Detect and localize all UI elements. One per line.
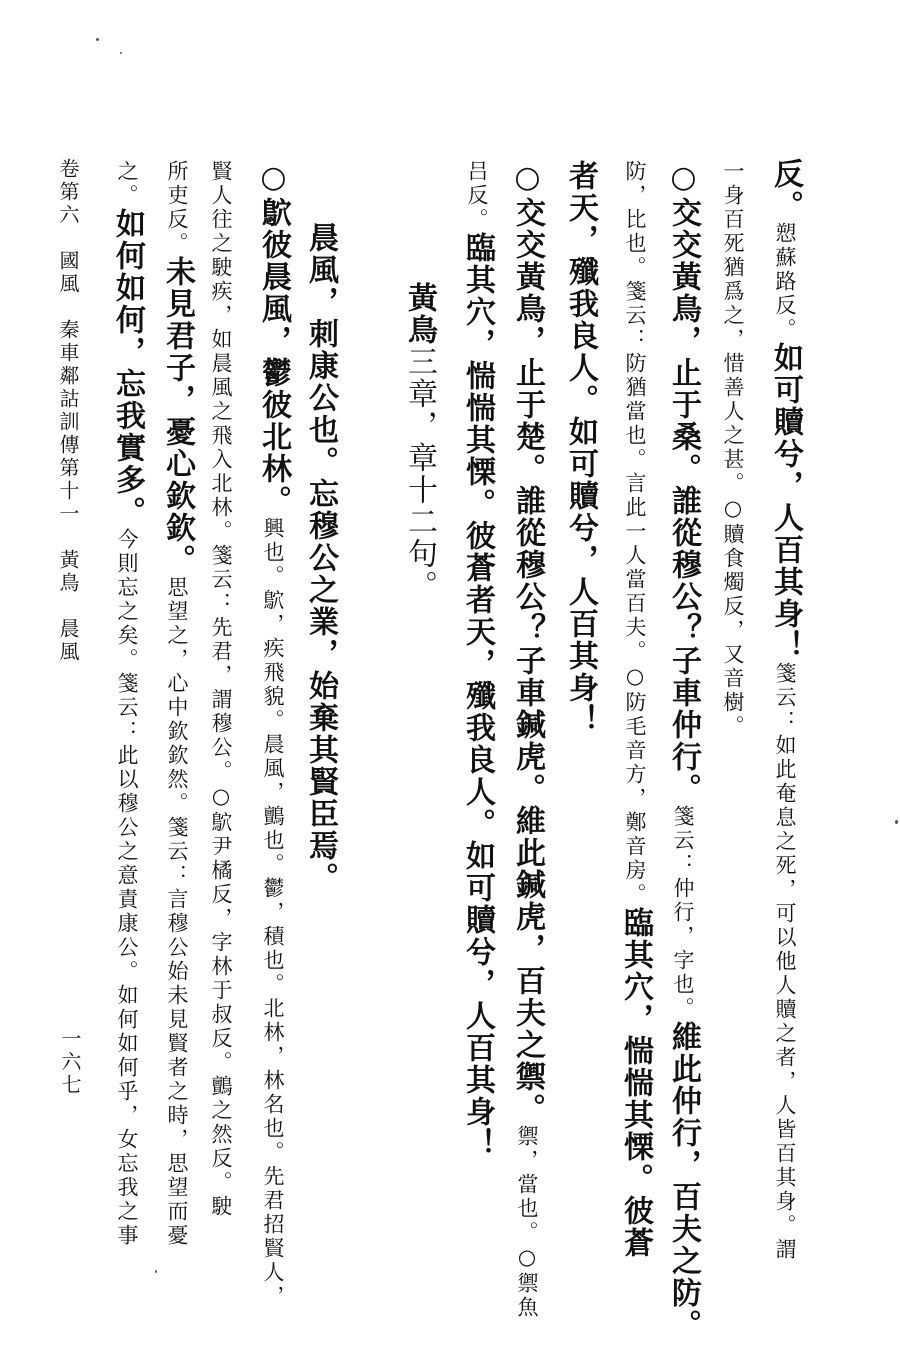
text-column-11 <box>210 160 231 1219</box>
column-13-segment-2: 如何如何，忘我實多。 <box>110 208 145 528</box>
text-column-13 <box>110 160 145 1248</box>
text-column-4 <box>618 160 653 1259</box>
column-12-segment-1: 所吏反。 <box>165 160 189 256</box>
print-speck <box>895 820 898 824</box>
column-13-segment-1: 之。 <box>115 160 139 208</box>
column-12-segment-2: 未見君子，憂心欽欽。 <box>160 256 195 576</box>
column-1-segment-2: 愬蘇路反。 <box>773 222 797 342</box>
column-12-segment-3: 思望之，心中欽欽然。箋云：言穆公始未見賢者之時，思望而憂 <box>165 576 189 1248</box>
column-1-segment-3: 如可贖兮，人百其身！ <box>768 342 803 662</box>
column-4-segment-1: 防，比也。箋云：防猶當也。言此一人當百夫。○防毛音方，鄭音房。 <box>623 160 647 907</box>
column-10-segment-1: ○鴥彼晨風，鬱彼北林。 <box>256 160 291 517</box>
text-column-6 <box>510 160 545 1320</box>
text-column-7 <box>460 160 495 1160</box>
column-8-segment-1: 黃鳥 <box>402 282 437 346</box>
running-footer: 卷第六 國風 秦車鄰詁訓傳第十一 黃鳥 晨風 <box>56 158 80 664</box>
print-speck <box>155 1270 157 1273</box>
text-column-5 <box>563 160 598 736</box>
column-13-segment-3: 今則忘之矣。箋云：此以穆公之意責康公。如何如何乎，女忘我之事 <box>115 528 139 1248</box>
text-column-1 <box>768 158 803 1262</box>
column-1-segment-4: 箋云：如此奄息之死，可以他人贖之者，人皆百其身。謂 <box>773 662 797 1262</box>
page-number: 一六七 <box>58 1028 82 1097</box>
column-6-segment-1: ○交交黃鳥，止于楚。誰從穆公？子車鍼虎。維此鍼虎，百夫之禦。 <box>510 160 545 1125</box>
column-3-segment-3: 維此仲行，百夫之防。 <box>666 1021 701 1341</box>
text-column-8 <box>402 282 437 602</box>
column-10-segment-2: 興也。鴥，疾飛貌。晨風，鸇也。鬱，積也。北林，林名也。先君招賢人， <box>261 517 285 1309</box>
column-3-segment-1: ○交交黃鳥，止于桑。誰從穆公？子車仲行。 <box>666 160 701 805</box>
print-speck <box>120 52 122 54</box>
column-4-segment-2: 臨其穴，惴惴其慄。彼蒼 <box>618 907 653 1259</box>
column-2-segment-1: 一身百死猶爲之，惜善人之甚。○贖食燭反，又音樹。 <box>721 160 745 739</box>
column-7-segment-1: 吕反。 <box>465 160 489 232</box>
text-column-12 <box>160 160 195 1248</box>
column-6-segment-2: 禦，當也。○禦魚 <box>515 1125 539 1320</box>
column-7-segment-2: 臨其穴，惴惴其慄。彼蒼者天，殲我良人。如可贖兮，人百其身！ <box>460 232 495 1160</box>
text-column-3 <box>666 160 701 1341</box>
print-speck <box>96 38 99 41</box>
column-8-segment-2: 三章，章十二句。 <box>402 346 437 602</box>
text-column-2 <box>722 160 743 739</box>
column-3-segment-2: 箋云：仲行，字也。 <box>671 805 695 1021</box>
column-11-segment-1: 賢人往之駛疾，如晨風之飛入北林。箋云：先君，謂穆公。○鴥尹橘反，字林于叔反。鸇之然反。駛 <box>209 160 233 1219</box>
column-1-segment-1: 反。 <box>768 158 803 222</box>
column-9-segment-1: 晨風，刺康公也。忘穆公之業，始棄其賢臣焉。 <box>303 222 338 894</box>
text-column-9 <box>303 222 338 894</box>
column-5-segment-1: 者天，殲我良人。如可贖兮，人百其身！ <box>563 160 598 736</box>
text-column-10 <box>256 160 291 1309</box>
